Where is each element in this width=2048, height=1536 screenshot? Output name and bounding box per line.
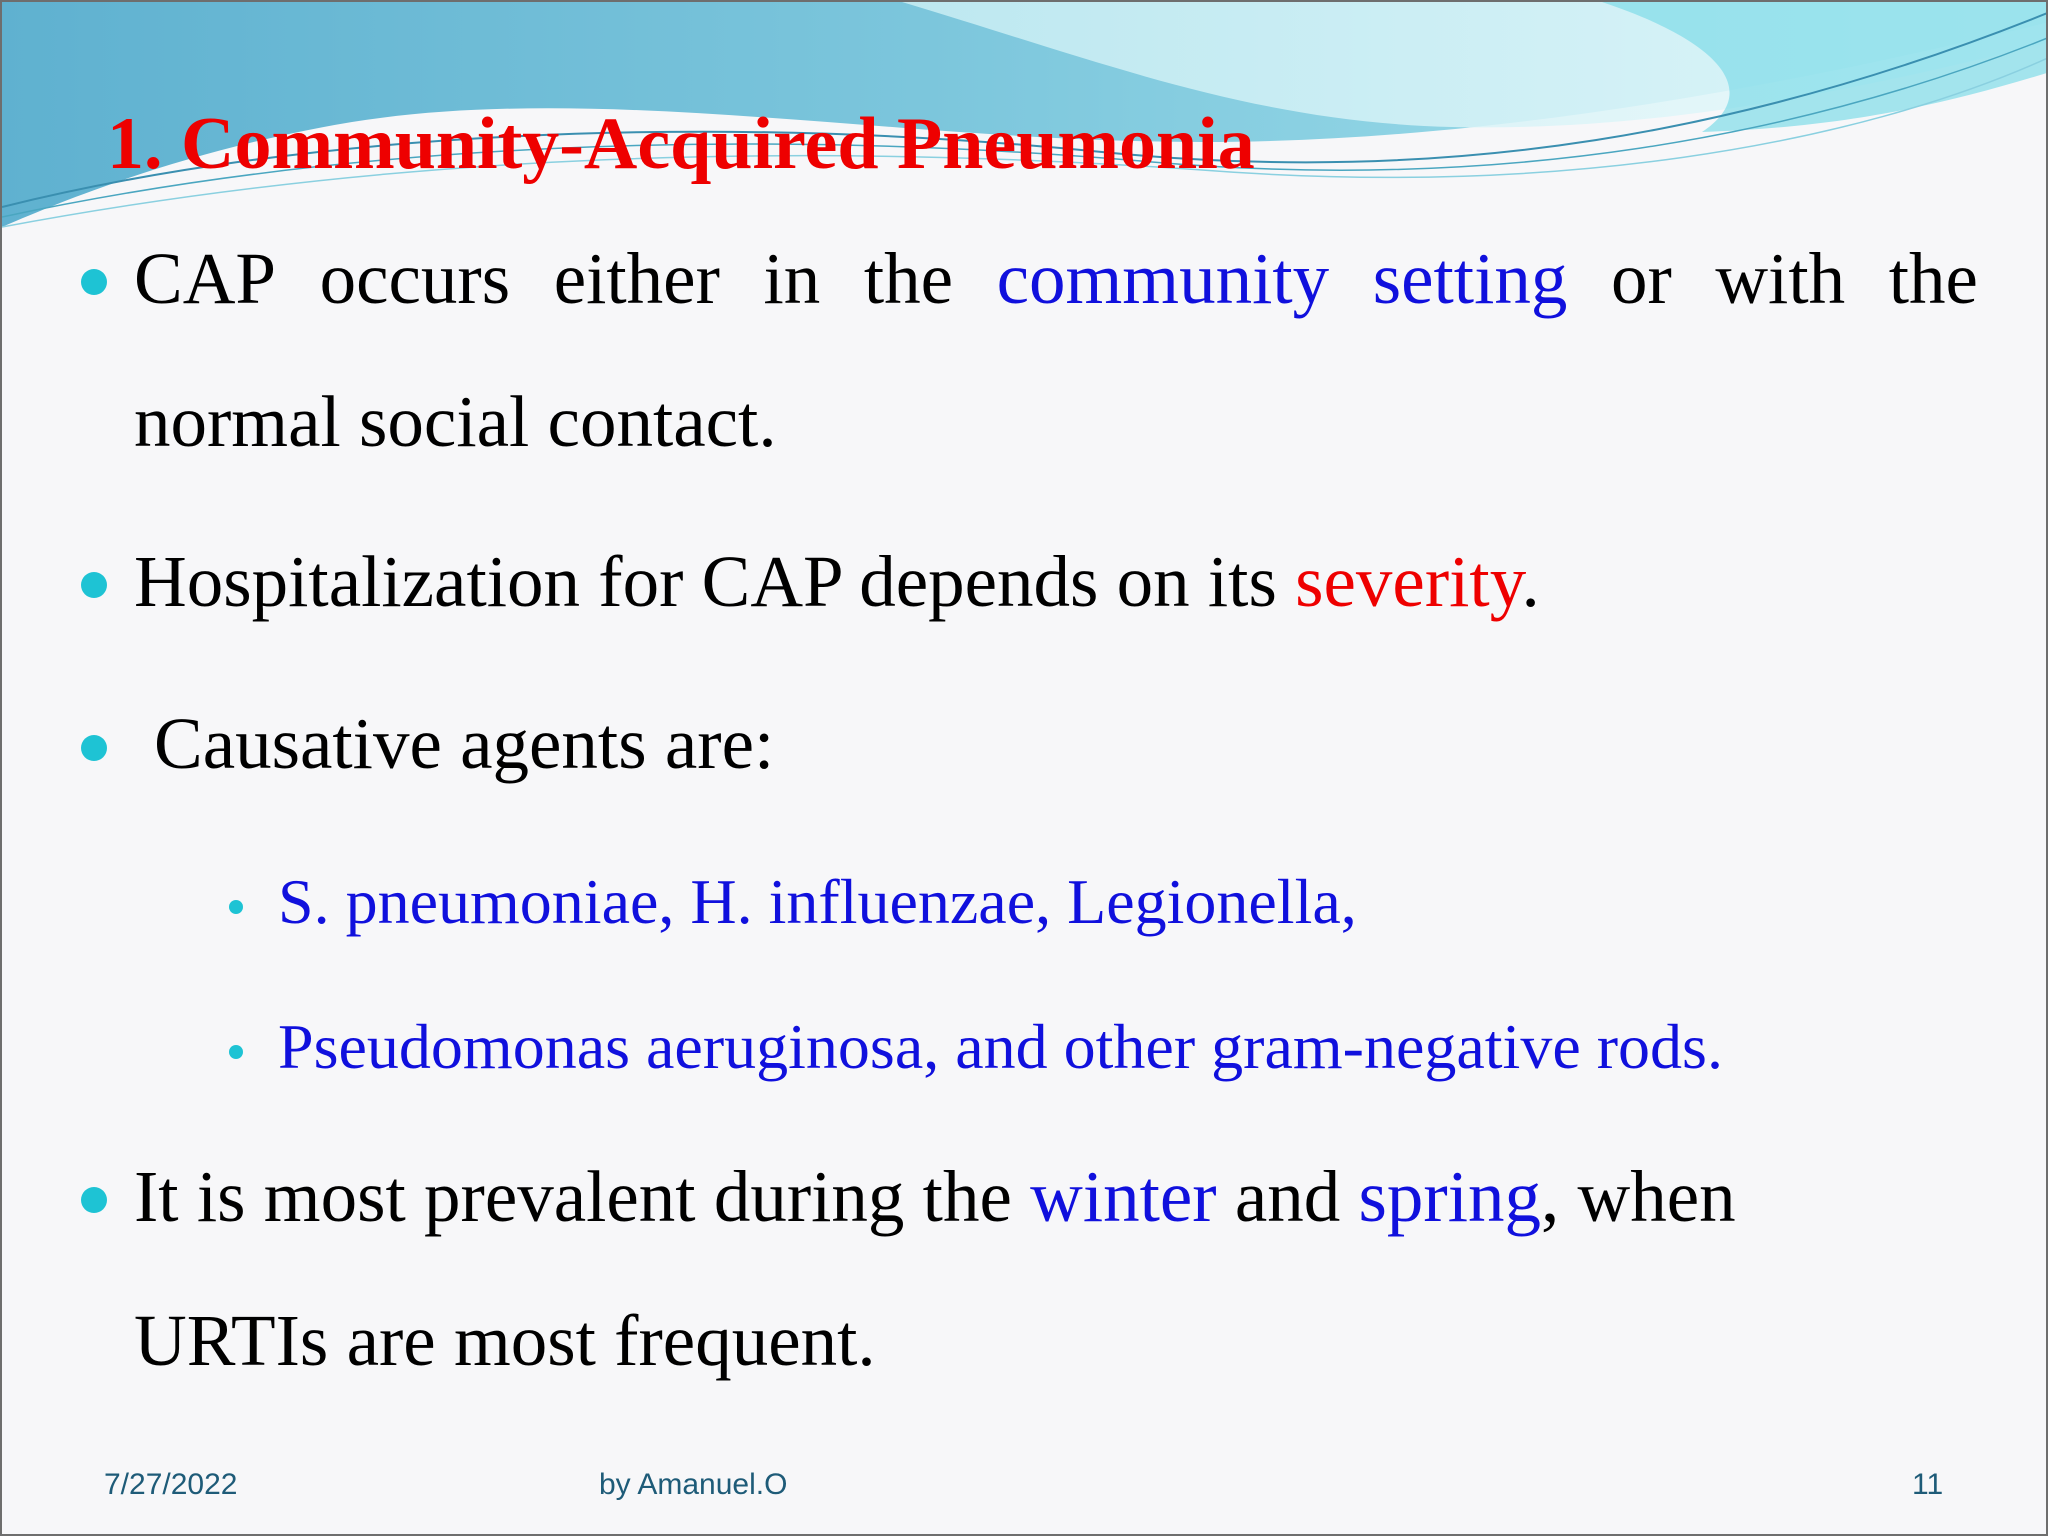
bullet-4-line-2: URTIs are most frequent. <box>134 1300 876 1381</box>
sub-bullet-dot <box>229 900 243 914</box>
word: CAP <box>134 238 277 319</box>
bullet-2-text: Hospitalization for CAP depends on its <box>134 541 1296 622</box>
bullet-3-sub-1: S. pneumoniae, H. influenzae, Legionella, <box>278 866 1357 937</box>
bullet-dot <box>81 269 107 295</box>
footer-date: 7/27/2022 <box>104 1468 238 1501</box>
bullet-1-line-2: normal social contact. <box>134 381 777 462</box>
word: or <box>1610 238 1672 319</box>
bullet-4-text-2: and <box>1216 1156 1359 1237</box>
bullet-2 <box>134 540 1540 624</box>
bullet-2-end: . <box>1521 541 1540 622</box>
bullet-dot <box>81 1187 107 1213</box>
word: the <box>863 238 954 319</box>
word: occurs <box>319 238 511 319</box>
footer-author: by Amanuel.O <box>599 1468 788 1501</box>
word: in <box>763 238 821 319</box>
highlight-word: community <box>996 238 1330 319</box>
bullet-4-text-1: It is most prevalent during the <box>134 1156 1031 1237</box>
bullet-dot <box>81 572 107 598</box>
bullet-3: Causative agents are: <box>154 703 775 784</box>
bullet-2-highlight: severity <box>1295 541 1522 622</box>
bullet-4-line-1 <box>134 1155 1736 1239</box>
word: the <box>1888 238 1978 319</box>
footer-page-number: 11 <box>1912 1468 1944 1501</box>
bullet-4-highlight-1: winter <box>1030 1156 1217 1237</box>
highlight-word: setting <box>1372 238 1568 319</box>
bullet-4-text-3: , when <box>1541 1156 1736 1237</box>
sub-bullet-dot <box>229 1045 243 1059</box>
word: with <box>1715 238 1846 319</box>
bullet-1-line-1 <box>134 237 1978 321</box>
word: either <box>553 238 720 319</box>
bullet-dot <box>81 735 107 761</box>
bullet-3-sub-2: Pseudomonas aeruginosa, and other gram-negative rods. <box>278 1011 1723 1082</box>
bullet-4-highlight-2: spring <box>1358 1156 1542 1237</box>
slide-title: 1. Community-Acquired Pneumonia <box>107 103 1255 185</box>
